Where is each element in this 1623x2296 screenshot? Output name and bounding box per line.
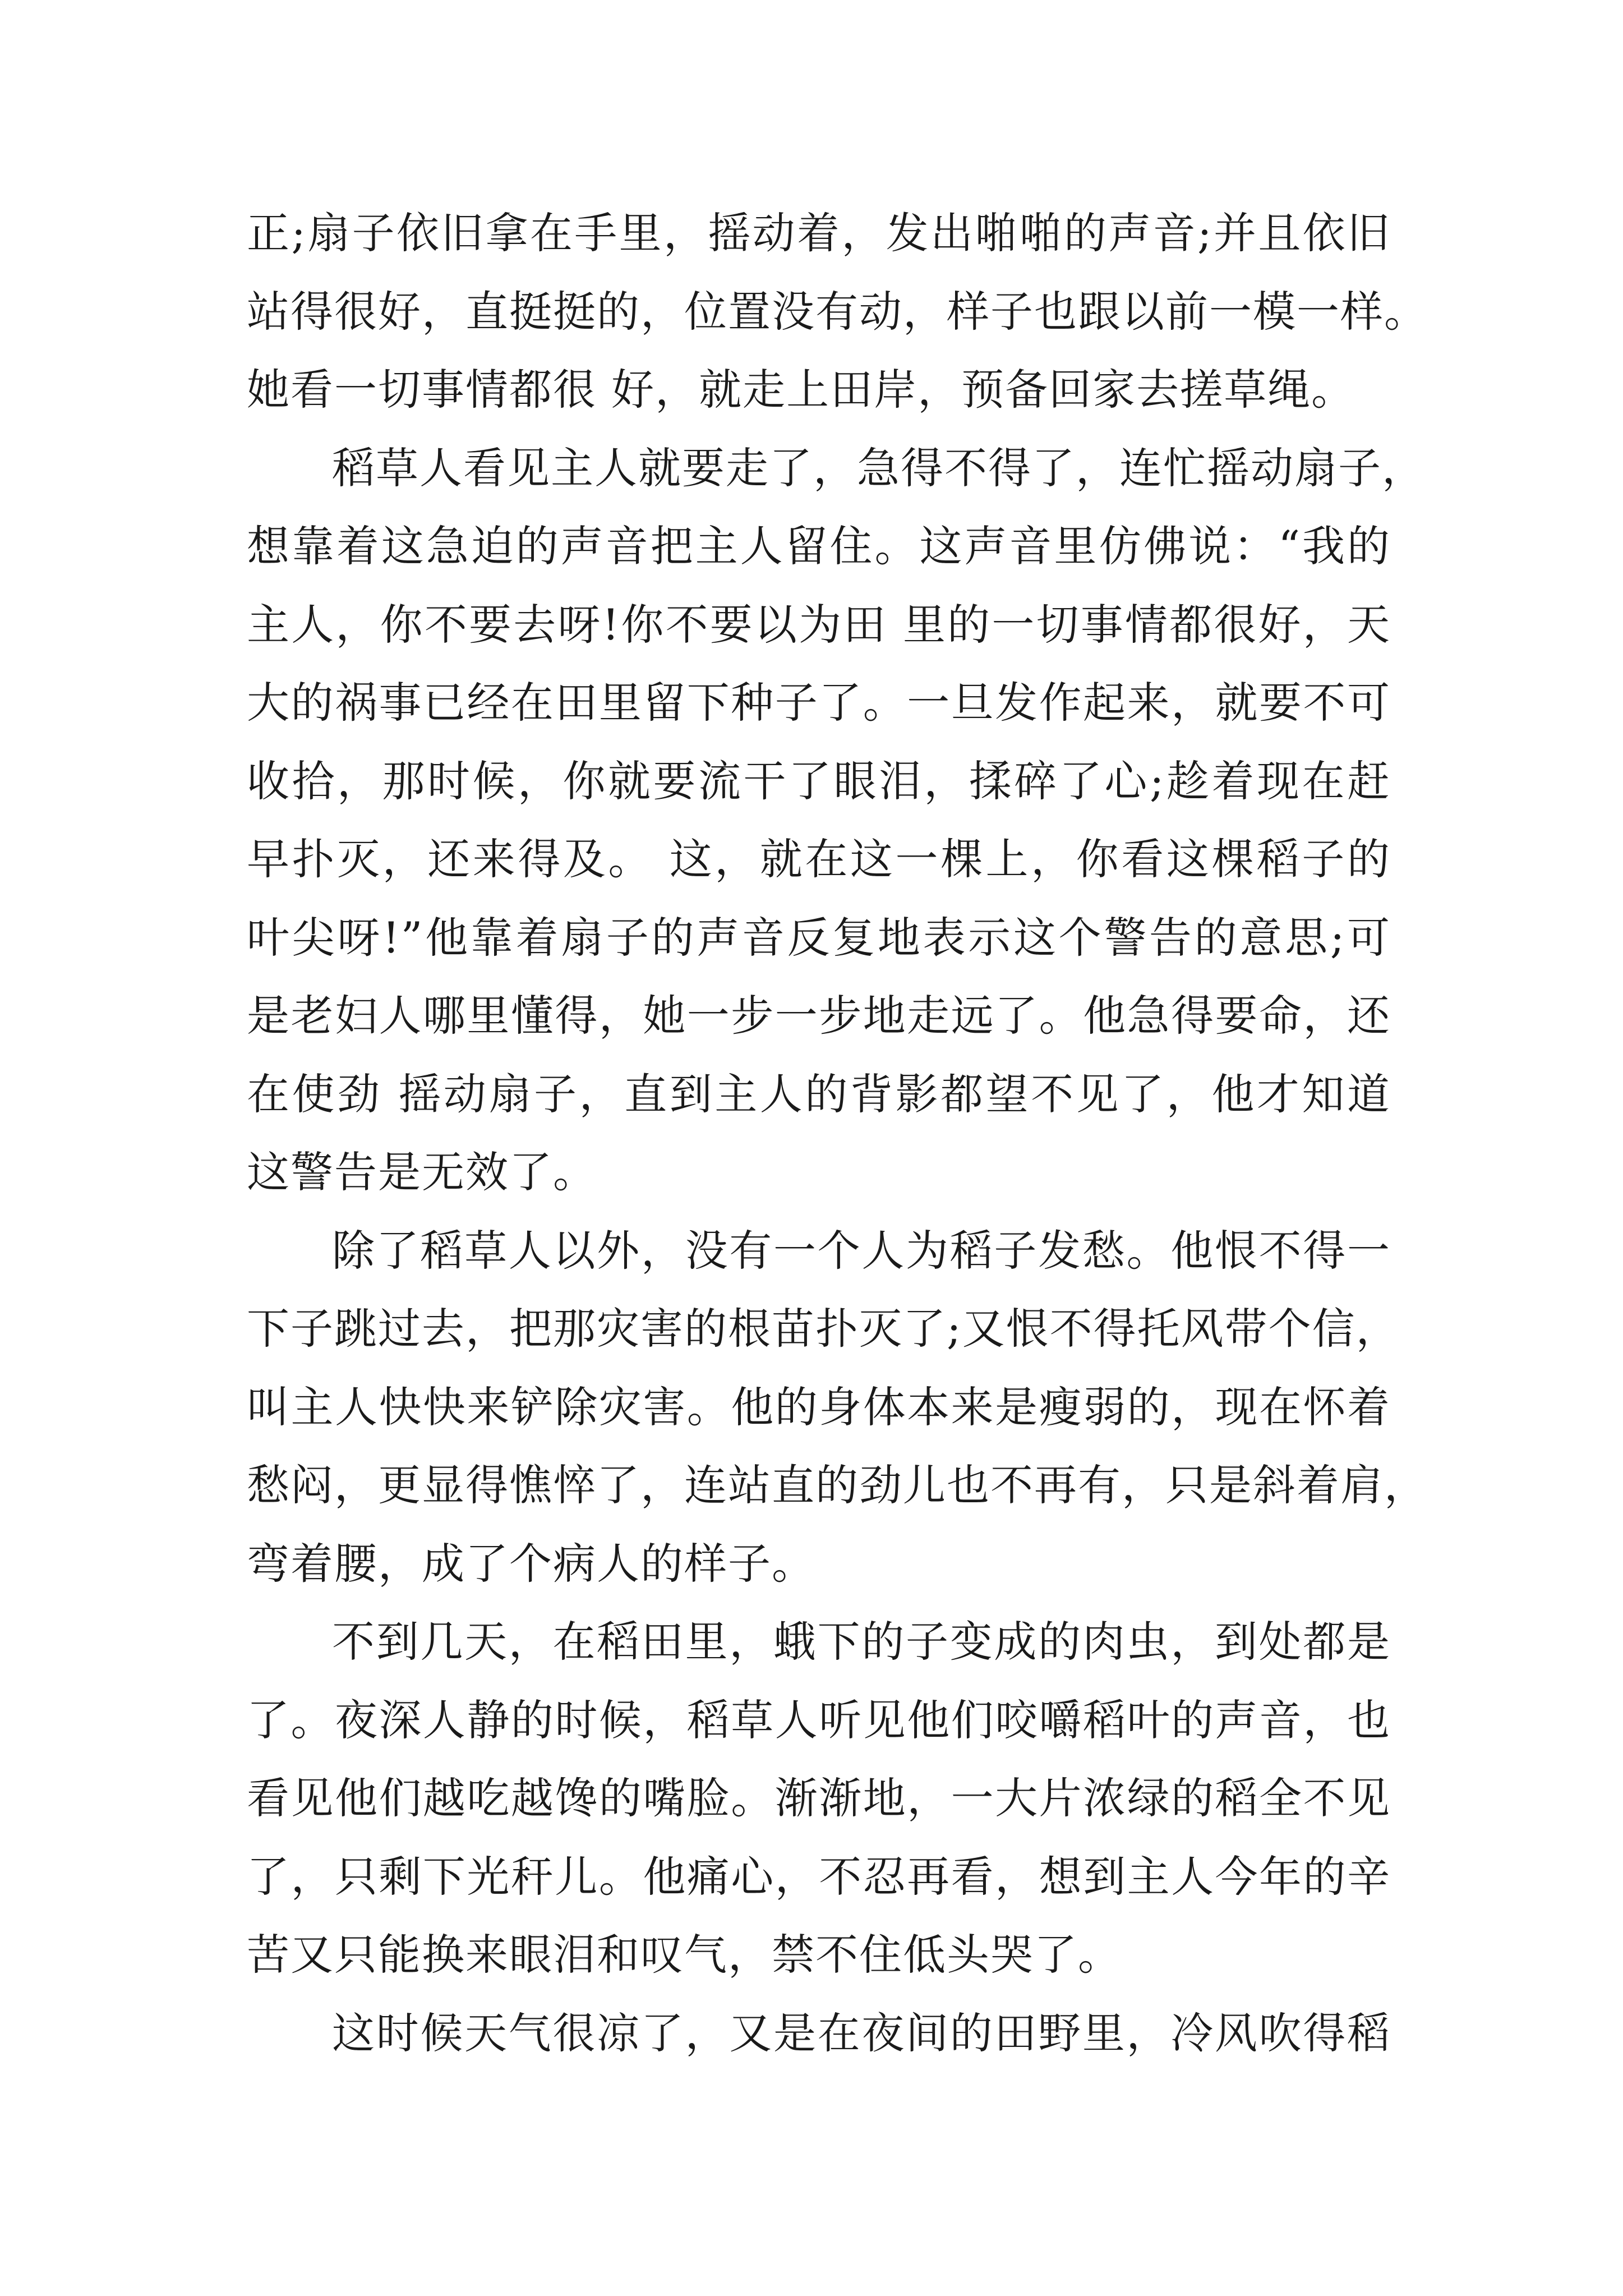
- body-text: [247, 194, 1428, 2072]
- text-line-21: 看见他们越吃越馋的嘴脸。渐渐地，一大片浓绿的稻全不见: [247, 1773, 1391, 1823]
- text-line-18: 弯着腰，成了个病人的样子。: [247, 1538, 815, 1589]
- text-line-16: 叫主人快快来铲除灾害。他的身体本来是瘦弱的，现在怀着: [247, 1382, 1391, 1432]
- text-line-20: 了。夜深人静的时候，稻草人听见他们咬嚼稻叶的声音，也: [247, 1695, 1391, 1745]
- text-line-8: 收拾，那时候，你就要流干了眼泪，揉碎了心;趁着现在赶: [247, 756, 1391, 806]
- text-line-22: 了，只剩下光秆儿。他痛心，不忍再看，想到主人今年的辛: [247, 1851, 1391, 1902]
- text-line-10: 叶尖呀!”他靠着扇子的声音反复地表示这个警告的意思;可: [247, 912, 1391, 963]
- text-line-9: 早扑灭，还来得及。 这，就在这一棵上，你看这棵稻子的: [247, 834, 1391, 884]
- text-line-3: 她看一切事情都很 好，就走上田岸，预备回家去搓草绳。: [247, 365, 1355, 415]
- text-line-12: 在使劲 摇动扇子，直到主人的背影都望不见了，他才知道: [247, 1069, 1391, 1119]
- text-line-1: 正;扇子依旧拿在手里，摇动着，发出啪啪的声音;并且依旧: [247, 208, 1391, 258]
- text-line-5: 想靠着这急迫的声音把主人留住。这声音里仿佛说：“我的: [247, 521, 1391, 571]
- text-line-19: 不到几天，在稻田里，蛾下的子变成的肉虫，到处都是: [332, 1617, 1391, 1667]
- text-line-6: 主人，你不要去呀!你不要以为田 里的一切事情都很好，天: [247, 599, 1391, 650]
- text-line-11: 是老妇人哪里懂得，她一步一步地走远了。他急得要命，还: [247, 991, 1391, 1041]
- text-line-4: 稻草人看见主人就要走了，急得不得了，连忙摇动扇子，: [332, 443, 1426, 493]
- text-line-14: 除了稻草人以外，没有一个人为稻子发愁。他恨不得一: [332, 1225, 1391, 1276]
- text-line-7: 大的祸事已经在田里留下种子了。一旦发作起来，就要不可: [247, 678, 1391, 728]
- text-line-24: 这时候天气很凉了，又是在夜间的田野里，冷风吹得稻: [332, 2008, 1391, 2058]
- text-line-15: 下子跳过去，把那灾害的根苗扑灭了;又恨不得托风带个信，: [247, 1304, 1400, 1354]
- text-line-23: 苦又只能换来眼泪和叹气，禁不住低头哭了。: [247, 1930, 1122, 1980]
- text-line-17: 愁闷，更显得憔悴了，连站直的劲儿也不再有，只是斜着肩，: [247, 1460, 1428, 1510]
- text-line-2: 站得很好，直挺挺的，位置没有动，样子也跟以前一模一样。: [247, 286, 1428, 337]
- text-line-13: 这警告是无效了。: [247, 1147, 597, 1197]
